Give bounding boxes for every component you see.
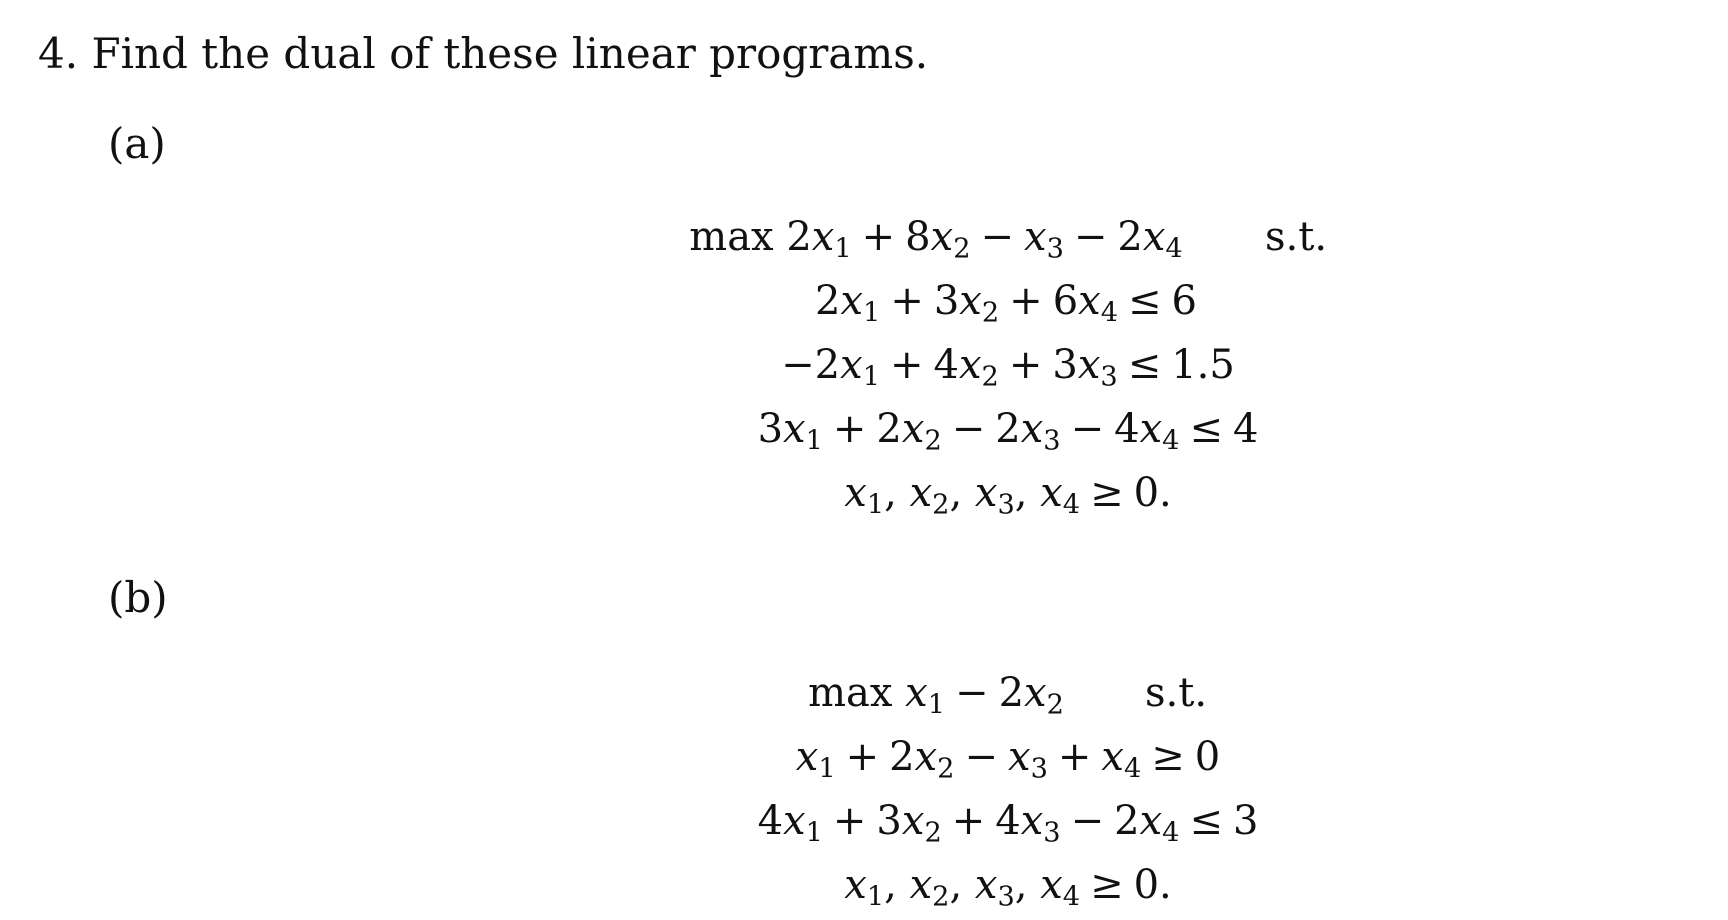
- part-b-label: (b): [108, 573, 168, 622]
- part-b-nonnegativity: $x_1$, $x_2$, $x_3$, $x_4 \ge 0$.: [844, 862, 1172, 913]
- part-a-constraint-2: $-2x_1 + 4x_2 + 3x_3 \le 1.5$: [781, 342, 1235, 393]
- part-a-objective: $\max 2x_1 + 8x_2 - x_3 - 2x_4$: [689, 214, 1183, 265]
- part-b-constraint-2: $4x_1 + 3x_2 + 4x_3 - 2x_4 \le 3$: [757, 798, 1259, 849]
- part-a-constraint-3: $3x_1 + 2x_2 - 2x_3 - 4x_4 \le 4$: [757, 406, 1259, 457]
- problem-text: Find the dual of these linear programs.: [91, 29, 929, 78]
- problem-heading: [38, 28, 928, 80]
- part-b-rhs-3: 0.: [1133, 862, 1172, 908]
- part-b-rhs-2: 3: [1232, 798, 1259, 844]
- part-a-st-label: s.t.: [1265, 214, 1328, 260]
- part-b-constraint-1: $x_1 + 2x_2 - x_3 + x_4 \ge 0$: [795, 734, 1221, 785]
- part-a-rhs-4: 0.: [1133, 470, 1172, 516]
- part-b-objective: $\max x_1 - 2x_2$: [808, 670, 1064, 721]
- part-b-rhs-1: 0: [1194, 734, 1221, 780]
- part-a-label: (a): [108, 119, 166, 168]
- part-a-max-keyword: max: [689, 214, 774, 260]
- part-a-rhs-3: 4: [1232, 406, 1259, 452]
- part-b-st-label: s.t.: [1145, 670, 1208, 716]
- part-a-constraint-1: $2x_1 + 3x_2 + 6x_4 \le 6$: [815, 278, 1197, 329]
- part-a-rhs-2: 1.5: [1171, 342, 1235, 388]
- part-b-max-keyword: max: [808, 670, 893, 716]
- problem-number: 4.: [38, 29, 79, 78]
- part-a-nonnegativity: $x_1$, $x_2$, $x_3$, $x_4 \ge 0$.: [844, 470, 1172, 521]
- part-a-rhs-1: 6: [1171, 278, 1197, 324]
